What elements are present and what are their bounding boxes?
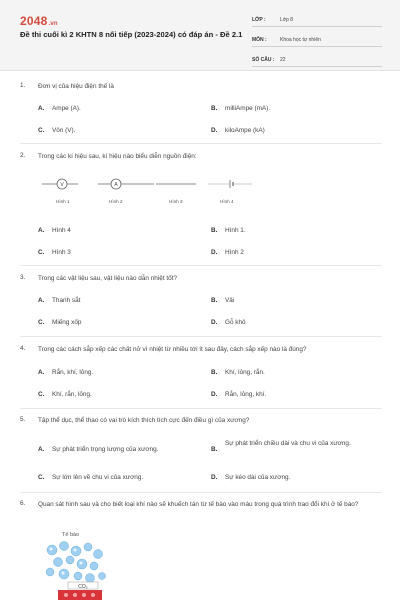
option-text: Hình 2 <box>225 249 244 256</box>
option-letter: B. <box>211 227 218 234</box>
question-text: Đơn vị của hiệu điện thế là <box>38 83 114 90</box>
meta-row-subject <box>252 34 382 47</box>
option-letter: D. <box>211 391 218 398</box>
question-text: Quan sát hình sau và cho biết loại khí nào sẽ khuếch tán từ tế bào vào máu trong quá trình trao đổi khí ở tế bào? <box>38 501 359 508</box>
option-letter: A. <box>38 297 45 304</box>
question-number: 5. <box>20 416 26 423</box>
option-text: Rắn, lỏng, khí. <box>225 391 267 398</box>
page-header <box>0 0 400 71</box>
option-text: Gỗ khô <box>225 319 246 326</box>
option-letter: A. <box>38 446 45 453</box>
question-5 <box>20 416 382 486</box>
option-letter: A. <box>38 369 45 376</box>
option-text: kiloAmpe (kA) <box>225 127 265 134</box>
figure-label: Hình 4 <box>220 199 234 204</box>
gas-exchange-figure <box>42 538 112 600</box>
option-letter: C. <box>38 391 45 398</box>
question-divider <box>20 336 382 337</box>
question-divider <box>20 265 382 266</box>
option-text: Hình 4 <box>52 227 71 234</box>
figure-label: Hình 3 <box>169 199 183 204</box>
meta-label: SỐ CÂU : <box>252 57 275 63</box>
circuit-symbols-figure <box>40 176 270 206</box>
option-text: Vải <box>225 297 235 304</box>
question-6 <box>20 500 382 600</box>
question-number: 3. <box>20 274 26 281</box>
battery-symbol <box>208 180 252 188</box>
co2-label: CO₂ <box>78 584 88 590</box>
option-letter: B. <box>211 105 218 112</box>
option-letter: A. <box>38 105 45 112</box>
page-title: Đề thi cuối kì 2 KHTN 8 nối tiếp (2023-2024) có đáp án - Đề 2.1 <box>20 30 243 39</box>
logo-main: 2048 <box>20 14 48 28</box>
meta-label: LỚP : <box>252 17 266 23</box>
question-number: 4. <box>20 345 26 352</box>
question-text: Trong các kí hiệu sau, kí hiệu nào biểu diễn nguồn điện: <box>38 153 197 160</box>
question-divider <box>20 143 382 144</box>
question-text: Tập thể dục, thể thao có vai trò kích thích tích cực đến điều gì của xương? <box>38 417 250 424</box>
option-letter: D. <box>211 127 218 134</box>
option-text: Hình 1. <box>225 227 246 234</box>
option-text: Khí, rắn, lỏng. <box>52 391 92 398</box>
meta-row-count <box>252 54 382 67</box>
question-text: Trong các cách sắp xếp các chất nở vì nhiệt từ nhiều tới ít sau đây, cách sắp xếp nào là đúng? <box>38 346 307 353</box>
option-letter: C. <box>38 474 45 481</box>
option-letter: C. <box>38 249 45 256</box>
option-letter: C. <box>38 319 45 326</box>
voltmeter-symbol <box>42 179 78 189</box>
question-number: 2. <box>20 152 26 159</box>
meta-value: Khoa học tự nhiên <box>280 37 321 43</box>
question-3 <box>20 274 382 332</box>
question-number: 6. <box>20 500 26 507</box>
option-text: Ampe (A). <box>52 105 81 112</box>
question-2 <box>20 152 382 262</box>
option-text: Miếng xốp <box>52 319 82 326</box>
meta-value: 22 <box>280 57 286 63</box>
meta-row-class <box>252 14 382 27</box>
option-letter: D. <box>211 474 218 481</box>
option-letter: A. <box>38 227 45 234</box>
option-text: Thanh sắt <box>52 297 81 304</box>
question-number: 1. <box>20 82 26 89</box>
option-text: Rắn, khí, lỏng. <box>52 369 94 376</box>
option-text: Khí, lỏng, rắn. <box>225 369 265 376</box>
option-text: Sự phát triển trọng lượng của xương. <box>52 446 159 453</box>
svg-text:A: A <box>114 182 118 188</box>
ammeter-symbol <box>98 179 154 189</box>
exam-meta <box>252 14 382 74</box>
question-divider <box>20 408 382 409</box>
figure-label: Hình 2 <box>109 199 123 204</box>
question-text: Trong các vật liệu sau, vật liệu nào dẫn nhiệt tốt? <box>38 275 178 282</box>
figure-label: Hình 1 <box>56 199 70 204</box>
option-text: Sự phát triển chiều dài và chu vi của xương. <box>225 440 351 447</box>
option-text: Sự kéo dài của xương. <box>225 474 291 481</box>
option-text: Sự lớn lên về chu vi của xương. <box>52 474 144 481</box>
meta-value: Lớp 8 <box>280 17 294 23</box>
site-logo[interactable] <box>20 14 58 28</box>
question-divider <box>20 492 382 493</box>
option-text: milliAmpe (mA). <box>225 105 271 112</box>
option-letter: D. <box>211 319 218 326</box>
question-4 <box>20 345 382 403</box>
option-letter: B. <box>211 446 218 453</box>
question-1 <box>20 82 382 140</box>
option-letter: D. <box>211 249 218 256</box>
option-letter: C. <box>38 127 45 134</box>
option-letter: B. <box>211 369 218 376</box>
option-text: Hình 3 <box>52 249 71 256</box>
meta-label: MÔN : <box>252 37 267 43</box>
cell-figure-label: Tế bào <box>62 532 80 538</box>
option-letter: B. <box>211 297 218 304</box>
svg-text:V: V <box>60 182 64 188</box>
logo-suffix: .vn <box>48 21 58 27</box>
option-text: Vôn (V). <box>52 127 76 134</box>
